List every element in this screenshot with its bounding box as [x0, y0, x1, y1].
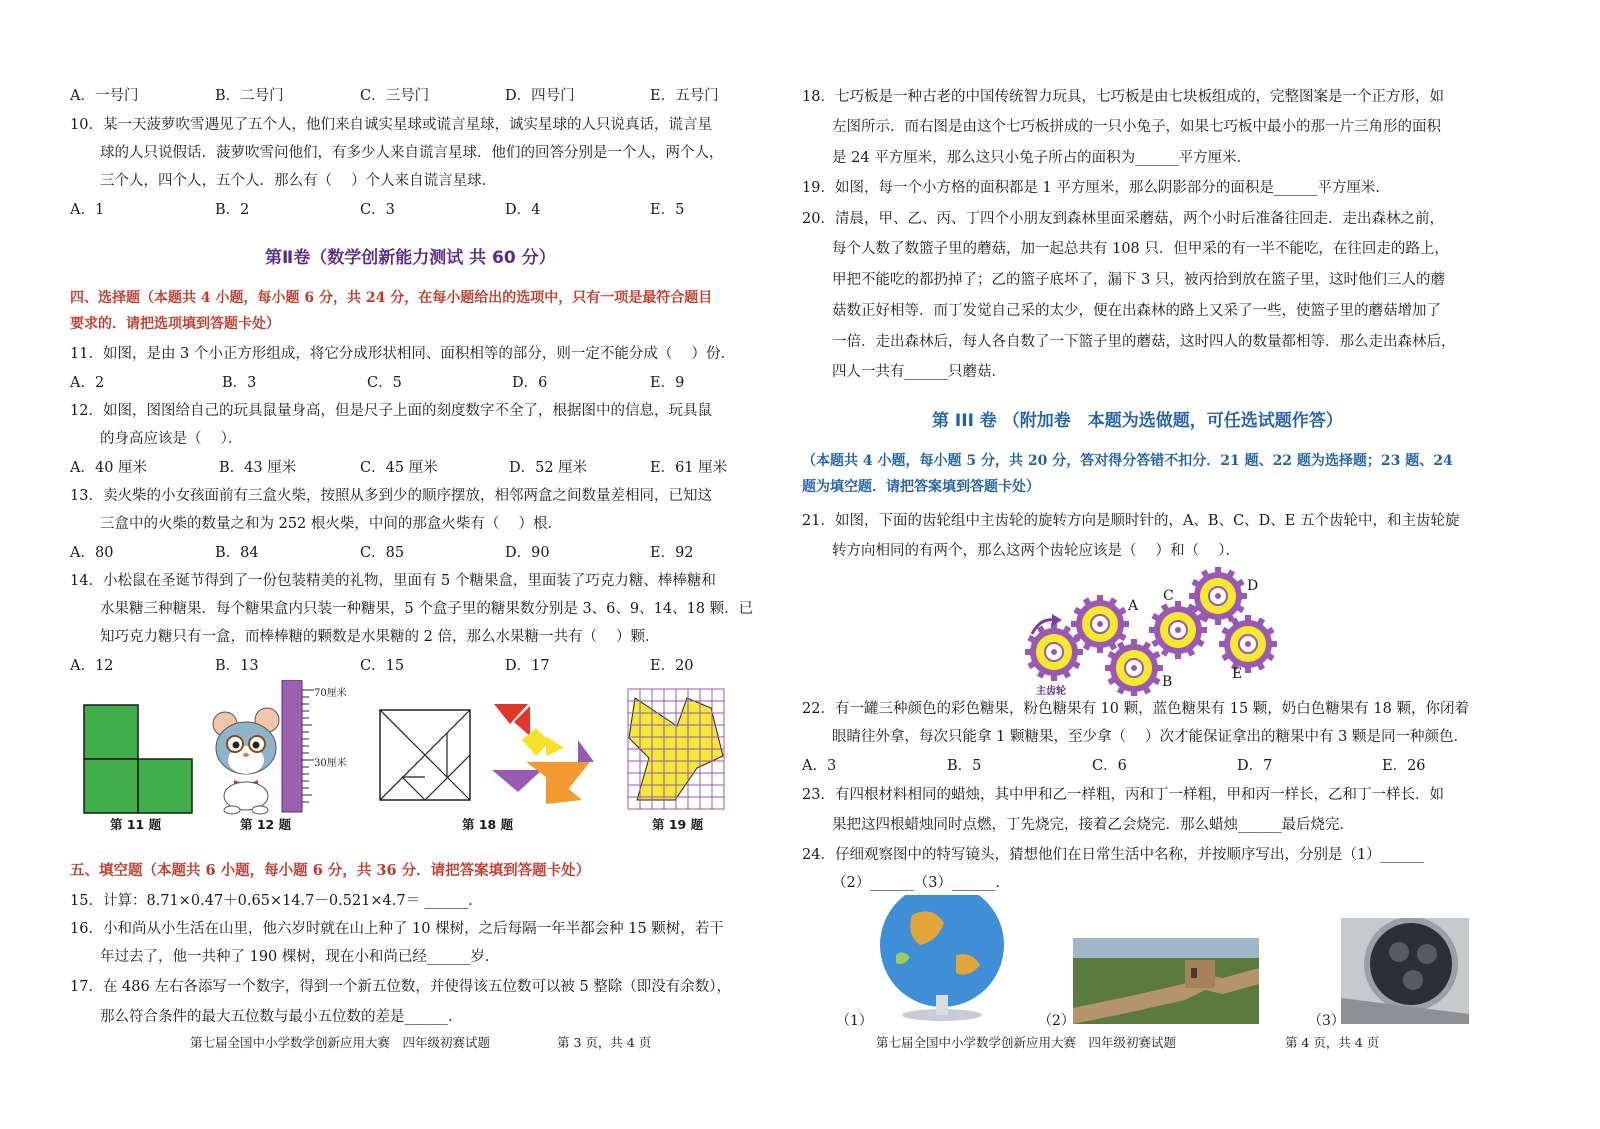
q14-option-b: B．13	[215, 658, 259, 674]
q13-line-2: 三盒中的火柴的数量之和为 252 根火柴，中间的那盒火柴有（ ）根．	[100, 516, 563, 532]
q16-line-2: 年过去了，他一共种了 190 棵树，现在小和尚已经______岁．	[100, 949, 500, 965]
fig18-tangram-rabbit	[486, 700, 596, 812]
q13-line-1: 13．卖火柴的小女孩面前有三盒火柴，按照从多到少的顺序摆放，相邻两盒之间数量差相同，已知这	[70, 488, 712, 504]
q10-option-b: B．2	[215, 202, 250, 218]
q16-line-1: 16．小和尚从小生活在山里，他六岁时就在山上种了 10 棵树，之后每隔一年半都会种 15 颗树，若干	[70, 921, 724, 937]
photo-watch	[1341, 918, 1469, 1024]
q18-line-2: 左图所示．而右图是由这个七巧板拼成的一只小兔子，如果七巧板中最小的那一片三角形的面积	[832, 119, 1441, 135]
fig19-caption: 第 19 题	[652, 817, 704, 832]
q10-option-e: E．5	[650, 202, 685, 218]
q18-line-3: 是 24 平方厘米，那么这只小兔子所占的面积为______平方厘米．	[832, 150, 1252, 166]
ruler	[282, 680, 314, 812]
photo-globe	[872, 895, 1012, 1023]
q12-option-b: B．43 厘米	[219, 460, 297, 476]
q9-option-b: B．二号门	[215, 88, 284, 104]
gear-figure	[1022, 562, 1282, 696]
q20-line-4: 菇数正好相等．而丁发觉自己采的太少，便在出森林的路上又采了一些，使篮子里的蘑菇增加了	[832, 303, 1441, 319]
gear-label-b: B	[1162, 674, 1173, 690]
photo-label-1: （1）	[836, 1013, 873, 1029]
q12-option-a: A．40 厘米	[70, 460, 148, 476]
q15-line: 15．计算：8.71×0.47＋0.65×14.7－0.521×4.7＝ ______．	[70, 893, 483, 909]
photo-label-3: （3）	[1308, 1013, 1345, 1029]
q11-option-b: B．3	[222, 375, 257, 391]
q10-option-a: A．1	[70, 202, 105, 218]
part3-note-line-2: 题为填空题．请把答案填到答题卡处）	[802, 479, 1040, 495]
part3-title: 第 III 卷 （附加卷 本题为选做题，可任选试题作答）	[932, 411, 1343, 431]
q11-option-e: E．9	[650, 375, 685, 391]
q11-option-a: A．2	[70, 375, 105, 391]
photo-label-2: （2）	[1038, 1013, 1075, 1029]
fig12-mouse-ruler	[212, 680, 362, 815]
q14-line-1: 14．小松鼠在圣诞节得到了一份包装精美的礼物，里面有 5 个糖果盒，里面装了巧克力糖、棒棒糖和	[70, 573, 716, 589]
q21-line-1: 21．如图，下面的齿轮组中主齿轮的旋转方向是顺时针的，A、B、C、D、E 五个齿轮中，和主齿轮旋	[802, 513, 1460, 529]
q10-line-3: 三个人，四个人，五个人．那么有（ ）个人来自谎言星球．	[100, 173, 497, 189]
fig11-caption: 第 11 题	[110, 817, 162, 832]
footer-page-left: 第 3 页，共 4 页	[557, 1035, 652, 1050]
q11-line: 11．如图，是由 3 个小正方形组成，将它分成形状相同、面积相等的部分，则一定不能分成（ ）份．	[70, 346, 735, 362]
q22-line-1: 22．有一罐三种颜色的彩色糖果，粉色糖果有 10 颗，蓝色糖果有 15 颗，奶白色糖果有 18 颗，你闭着	[802, 701, 1469, 717]
footer-page-right: 第 4 页，共 4 页	[1285, 1035, 1380, 1050]
q14-option-c: C．15	[360, 658, 405, 674]
sec4-heading-line-2: 要求的．请把选项填到答题卡处）	[70, 316, 280, 332]
q20-line-3: 甲把不能吃的都扔掉了；乙的篮子底坏了，漏下 3 只，被丙拾到放在篮子里，这时他们三人的蘑	[832, 272, 1445, 288]
q10-option-d: D．4	[505, 202, 541, 218]
q24-line-1: 24．仔细观察图中的特写镜头，猜想他们在日常生活中名称，并按顺序写出，分别是（1）______	[802, 847, 1425, 863]
q11-option-d: D．6	[512, 375, 548, 391]
q13-option-e: E．92	[650, 545, 694, 561]
gear-label-e: E	[1232, 666, 1243, 682]
q13-option-c: C．85	[360, 545, 405, 561]
q20-line-2: 每个人数了数篮子里的蘑菇，加一起总共有 108 只．但甲采的有一半不能吃，在往回走的路上，	[832, 241, 1449, 257]
fig12-caption: 第 12 题	[240, 817, 292, 832]
gear-label-c: C	[1163, 588, 1174, 604]
q23-line-2: 果把这四根蜡烛同时点燃，丁先烧完，接着乙会烧完．那么蜡烛______最后烧完．	[832, 817, 1354, 833]
footer-title-right: 第七届全国中小学数学创新应用大赛 四年级初赛试题	[876, 1035, 1177, 1050]
q22-option-e: E．26	[1382, 758, 1426, 774]
part2-title: 第Ⅱ卷（数学创新能力测试 共 60 分）	[265, 248, 556, 268]
q12-line-2: 的身高应该是（ ）．	[100, 431, 243, 447]
q9-option-d: D．四号门	[505, 88, 575, 104]
ruler-label-top: 70厘米	[314, 688, 347, 699]
q19-line: 19．如图，每一个小方格的面积都是 1 平方厘米，那么阴影部分的面积是______平方厘米．	[802, 180, 1390, 196]
photo-great-wall	[1073, 938, 1259, 1024]
q22-option-d: D．7	[1237, 758, 1273, 774]
sec5-heading: 五、填空题（本题共 6 小题，每小题 6 分，共 36 分．请把答案填到答题卡处）	[70, 862, 591, 879]
q20-line-5: 一倍．走出森林后，每人各自数了一下篮子里的蘑菇，这时四人的数量都相等．那么走出森林后，	[832, 334, 1456, 350]
ruler-label-mid: 30厘米	[314, 758, 347, 769]
fig18-caption: 第 18 题	[462, 817, 514, 832]
q14-option-e: E．20	[650, 658, 694, 674]
q9-option-e: E．五号门	[650, 88, 719, 104]
q13-option-b: B．84	[215, 545, 259, 561]
q22-line-2: 眼睛往外拿，每次只能拿 1 颗糖果，至少拿（ ）次才能保证拿出的糖果中有 3 颗是同一种颜色．	[832, 729, 1468, 745]
q10-line-2: 球的人只说假话．菠萝吹雪问他们，有多少人来自谎言星球．他们的回答分别是一个人，两个人，	[100, 145, 724, 161]
q20-line-1: 20．清晨，甲、乙、丙、丁四个小朋友到森林里面采蘑菇，两个小时后准备往回走．走出森林之前，	[802, 211, 1444, 227]
fig19-grid	[627, 688, 727, 810]
page-4	[800, 0, 1600, 1129]
q22-option-a: A．3	[802, 758, 837, 774]
gear-label-d: D	[1247, 578, 1259, 594]
q10-line-1: 10．某一天菠萝吹雪遇见了五个人，他们来自诚实星球或谎言星球，诚实星球的人只说真话，谎言星	[70, 117, 712, 133]
gear-label-a: A	[1128, 598, 1139, 614]
fig18-tangram-square	[378, 708, 472, 802]
q11-option-c: C．5	[367, 375, 402, 391]
sec4-heading-line-1: 四、选择题（本题共 4 小题，每小题 6 分，共 24 分，在每小题给出的选项中，只有一项是最符合题目	[70, 290, 713, 306]
toy-mouse	[213, 708, 279, 814]
part3-note-line-1: （本题共 4 小题，每小题 5 分，共 20 分，答对得分答错不扣分．21 题、22 题为选择题；23 题、24	[802, 453, 1453, 469]
q24-line-2: （2）______（3）______．	[832, 875, 1010, 891]
q10-option-c: C．3	[360, 202, 395, 218]
q12-option-c: C．45 厘米	[360, 460, 438, 476]
q13-option-a: A．80	[70, 545, 114, 561]
main-gear-label: 主齿轮	[1036, 686, 1066, 697]
q22-option-b: B．5	[947, 758, 982, 774]
q21-line-2: 转方向相同的有两个，那么这两个齿轮应该是（ ）和（ ）．	[832, 543, 1240, 559]
q23-line-1: 23．有四根材料相同的蜡烛，其中甲和乙一样粗，丙和丁一样粗，甲和丙一样长，乙和丁一样长．如	[802, 787, 1444, 803]
q12-line-1: 12．如图，图图给自己的玩具鼠量身高，但是尺子上面的刻度数字不全了，根据图中的信息，玩具鼠	[70, 403, 712, 419]
q13-option-d: D．90	[505, 545, 550, 561]
q14-line-3: 知巧克力糖只有一盒，而棒棒糖的颗数是水果糖的 2 倍，那么水果糖一共有（ ）颗．	[100, 629, 660, 645]
q17-line-2: 那么符合条件的最大五位数与最小五位数的差是______．	[100, 1009, 463, 1025]
q14-option-a: A．12	[70, 658, 114, 674]
q22-option-c: C．6	[1092, 758, 1127, 774]
q9-option-c: C．三号门	[360, 88, 430, 104]
q12-option-e: E．61 厘米	[650, 460, 728, 476]
gear-e	[1219, 615, 1277, 673]
q14-option-d: D．17	[505, 658, 550, 674]
fig11-l-shape	[82, 703, 194, 815]
q18-line-1: 18．七巧板是一种古老的中国传统智力玩具，七巧板是由七块板组成的，完整图案是一个正方形，如	[802, 89, 1444, 105]
q12-option-d: D．52 厘米	[509, 460, 588, 476]
q14-line-2: 水果糖三种糖果．每个糖果盒内只装一种糖果，5 个盒子里的糖果数分别是 3、6、9、14、18 颗．已	[100, 601, 754, 617]
q9-option-a: A．一号门	[70, 88, 139, 104]
q17-line-1: 17．在 486 左右各添写一个数字，得到一个新五位数，并使得该五位数可以被 5 整除（即没有余数），	[70, 979, 732, 995]
footer-title-left: 第七届全国中小学数学创新应用大赛 四年级初赛试题	[190, 1035, 491, 1050]
q20-line-6: 四人一共有______只蘑菇．	[832, 364, 1006, 380]
